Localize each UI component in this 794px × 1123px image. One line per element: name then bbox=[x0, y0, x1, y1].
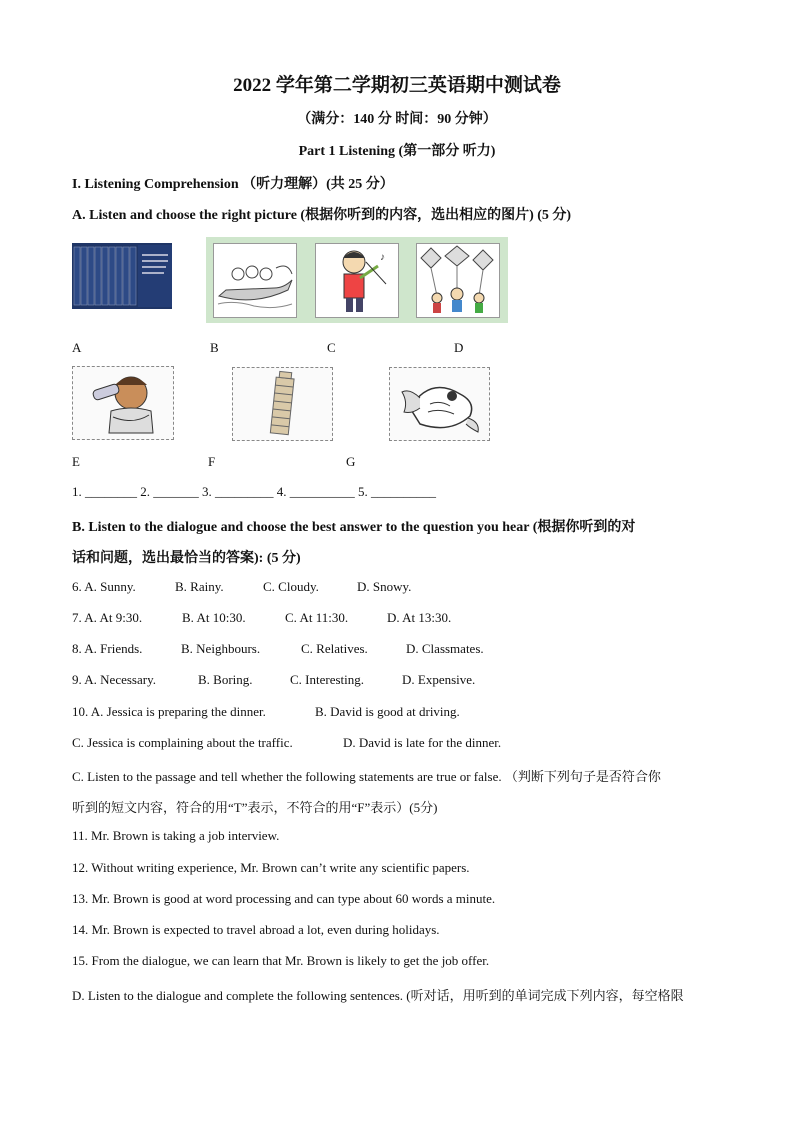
q8-option-a[interactable]: 8. A. Friends. bbox=[72, 641, 143, 656]
kites-children-icon bbox=[416, 243, 500, 318]
exam-info: （满分：140 分 时间：90 分钟） bbox=[297, 112, 497, 127]
q8-option-b[interactable]: B. Neighbours. bbox=[181, 641, 261, 656]
q7-option-a[interactable]: 7. A. At 9:30. bbox=[72, 610, 143, 625]
section-a-heading: A. Listen and choose the right picture (根据你听到的内容，选出相应的图片) (5 分) bbox=[72, 208, 572, 223]
q6-option-a[interactable]: 6. A. Sunny. bbox=[72, 579, 136, 594]
label-e: E bbox=[72, 454, 80, 469]
q10-option-b[interactable]: B. David is good at driving. bbox=[315, 704, 460, 719]
statement-13: 13. Mr. Brown is good at word processing and can type about 60 words a minute. bbox=[72, 891, 496, 906]
statement-11: 11. Mr. Brown is taking a job interview. bbox=[72, 828, 280, 843]
dragon-boat-icon bbox=[213, 243, 297, 318]
q6-option-b[interactable]: B. Rainy. bbox=[175, 579, 224, 594]
q9-option-b[interactable]: B. Boring. bbox=[198, 672, 253, 687]
leaning-tower-icon bbox=[232, 367, 333, 441]
q9-option-a[interactable]: 9. A. Necessary. bbox=[72, 672, 156, 687]
section-c-heading-1: C. Listen to the passage and tell whether the following statements are true or false. （判断下列句子是否符合你 bbox=[72, 769, 661, 784]
q6-option-d[interactable]: D. Snowy. bbox=[357, 579, 412, 594]
q9-option-d[interactable]: D. Expensive. bbox=[402, 672, 476, 687]
label-a: A bbox=[72, 340, 82, 355]
boy-drinking-icon bbox=[72, 366, 174, 440]
label-g: G bbox=[346, 454, 356, 469]
q8-option-d[interactable]: D. Classmates. bbox=[406, 641, 484, 656]
q8-option-c[interactable]: C. Relatives. bbox=[301, 641, 368, 656]
q7-option-c[interactable]: C. At 11:30. bbox=[285, 610, 349, 625]
page-title: 2022 学年第二学期初三英语期中测试卷 bbox=[233, 75, 561, 96]
label-c: C bbox=[327, 340, 336, 355]
paper-cut-fish-icon bbox=[389, 367, 490, 441]
label-f: F bbox=[208, 454, 216, 469]
statement-15: 15. From the dialogue, we can learn that Mr. Brown is likely to get the job offer. bbox=[72, 953, 490, 968]
q7-option-b[interactable]: B. At 10:30. bbox=[182, 610, 246, 625]
label-b: B bbox=[210, 340, 219, 355]
q10-option-a[interactable]: 10. A. Jessica is preparing the dinner. bbox=[72, 704, 266, 719]
section-c-heading-2: 听到的短文内容，符合的用“T”表示，不符合的用“F”表示）(5分) bbox=[72, 800, 438, 815]
section-b-heading-2: 话和问题，选出最恰当的答案): (5 分) bbox=[72, 551, 301, 566]
label-d: D bbox=[454, 340, 464, 355]
q9-option-c[interactable]: C. Interesting. bbox=[290, 672, 365, 687]
part-heading: Part 1 Listening (第一部分 听力) bbox=[298, 144, 496, 159]
dictionary-books-icon bbox=[72, 243, 172, 309]
svg-text:♪: ♪ bbox=[380, 252, 385, 263]
section-1-heading: I. Listening Comprehension （听力理解）(共 25 分） bbox=[72, 177, 394, 192]
q7-option-d[interactable]: D. At 13:30. bbox=[387, 610, 452, 625]
statement-14: 14. Mr. Brown is expected to travel abroad a lot, even during holidays. bbox=[72, 922, 440, 937]
section-b-heading-1: B. Listen to the dialogue and choose the best answer to the question you hear (根据你听到的对 bbox=[72, 520, 636, 535]
answer-blanks-1-5[interactable]: 1. ________ 2. _______ 3. _________ 4. __________ 5. __________ bbox=[72, 484, 436, 499]
q10-option-c[interactable]: C. Jessica is complaining about the traffic. bbox=[72, 735, 293, 750]
statement-12: 12. Without writing experience, Mr. Brown can’t write any scientific papers. bbox=[72, 860, 470, 875]
q6-option-c[interactable]: C. Cloudy. bbox=[263, 579, 319, 594]
boy-violin-icon bbox=[315, 243, 399, 318]
q10-option-d[interactable]: D. David is late for the dinner. bbox=[343, 735, 502, 750]
section-d-heading: D. Listen to the dialogue and complete the following sentences. (听对话，用听到的单词完成下列内容，每空格限 bbox=[72, 988, 684, 1003]
